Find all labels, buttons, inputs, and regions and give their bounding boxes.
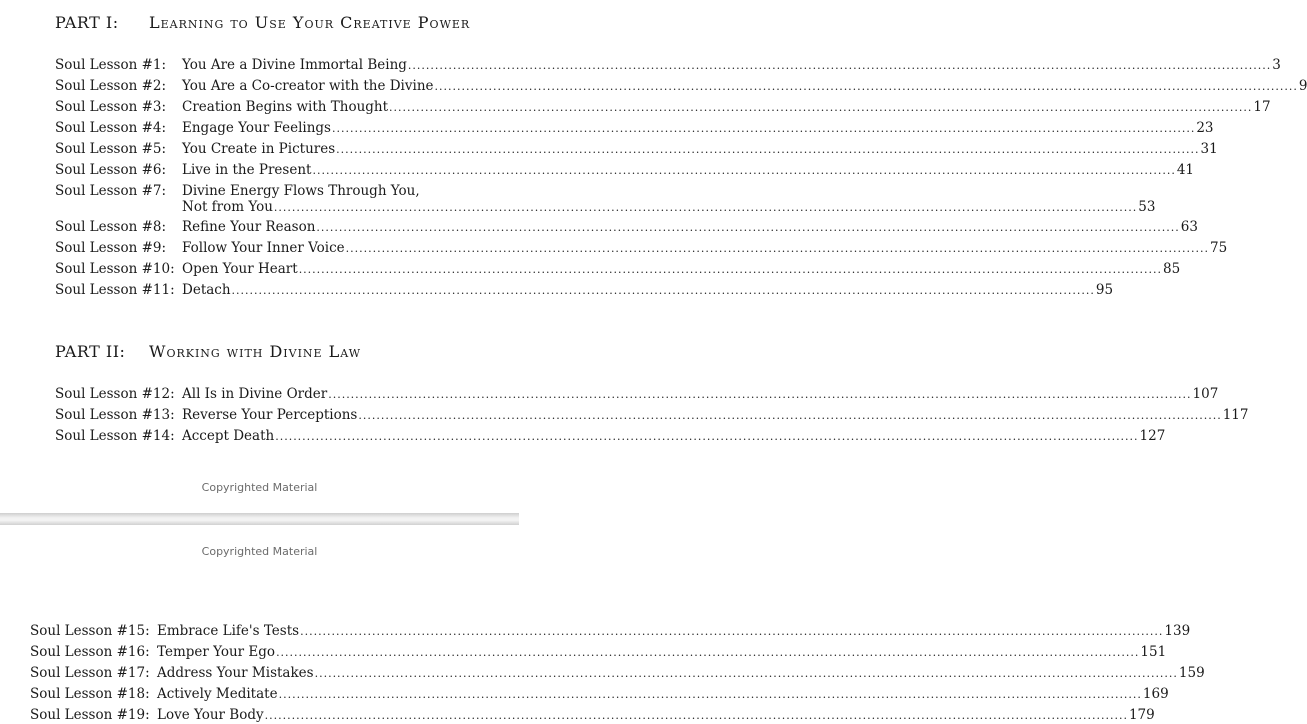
lesson-title: Refine Your Reason <box>182 219 316 235</box>
lesson-title-wrap <box>182 99 1271 116</box>
lesson-line <box>182 78 1307 95</box>
lesson-title: You Are a Divine Immortal Being <box>182 57 407 73</box>
page-number: 63 <box>1180 219 1198 235</box>
lesson-title: Divine Energy Flows Through You, <box>182 183 420 199</box>
bottom-page <box>0 525 1205 723</box>
page-number: 17 <box>1253 99 1271 115</box>
lesson-number: Soul Lesson #15: <box>30 623 150 639</box>
lesson-title: Engage Your Feelings <box>182 120 331 136</box>
lesson-line <box>182 428 1165 445</box>
lesson-number: Soul Lesson #11: <box>55 282 175 298</box>
page-number: 85 <box>1163 261 1181 277</box>
lesson-title: Live in the Present <box>182 162 312 178</box>
lesson-title-wrap <box>182 57 1281 74</box>
lesson-number: Soul Lesson #18: <box>30 686 150 702</box>
lesson-number: Soul Lesson #8: <box>55 219 167 235</box>
page-number: 159 <box>1178 665 1205 681</box>
dot-leader <box>275 429 1138 445</box>
page-number: 31 <box>1200 141 1218 157</box>
lesson-number: Soul Lesson #4: <box>55 120 167 136</box>
page-number: 9 <box>1298 78 1307 94</box>
dot-leader <box>265 708 1128 724</box>
lesson-title-wrap <box>182 261 1180 278</box>
lesson-line <box>182 99 1271 116</box>
lesson-line <box>157 665 1205 682</box>
lesson-title-wrap <box>182 428 1165 445</box>
toc-entry[interactable] <box>55 162 1194 179</box>
page-number: 41 <box>1176 162 1194 178</box>
lesson-title: Love Your Body <box>157 707 264 723</box>
toc-entry[interactable] <box>30 644 1167 661</box>
toc-entry[interactable] <box>30 707 1155 724</box>
toc-entry[interactable] <box>55 407 1249 424</box>
lesson-line <box>182 386 1218 403</box>
lesson-number: Soul Lesson #9: <box>55 240 167 256</box>
dot-leader <box>346 241 1209 257</box>
lesson-line <box>182 261 1180 278</box>
dot-leader <box>336 142 1199 158</box>
part-label: PART II: <box>55 342 126 361</box>
toc-entry[interactable] <box>55 183 1156 216</box>
lesson-number: Soul Lesson #10: <box>55 261 175 277</box>
part-heading <box>55 13 470 32</box>
lesson-title-wrap <box>182 386 1218 403</box>
part-title: Learning to Use Your Creative Power <box>149 13 471 32</box>
page-divider <box>0 513 519 525</box>
lesson-title-wrap <box>182 141 1218 158</box>
lesson-title: Follow Your Inner Voice <box>182 240 345 256</box>
dot-leader <box>300 624 1163 640</box>
lesson-title: Reverse Your Perceptions <box>182 407 358 423</box>
toc-entry[interactable] <box>55 282 1114 299</box>
toc-entry[interactable] <box>55 386 1219 403</box>
dot-leader <box>435 79 1298 95</box>
lesson-number: Soul Lesson #6: <box>55 162 167 178</box>
dot-leader <box>332 121 1195 137</box>
lesson-line <box>157 623 1190 640</box>
page-number: 139 <box>1164 623 1191 639</box>
lesson-line <box>157 644 1166 661</box>
dot-leader <box>328 387 1191 403</box>
lesson-line <box>182 141 1218 158</box>
dot-leader <box>358 408 1221 424</box>
page-number: 127 <box>1139 428 1166 444</box>
page-number: 179 <box>1128 707 1155 723</box>
dot-leader <box>312 163 1175 179</box>
lesson-title-wrap <box>182 183 1155 216</box>
lesson-title-wrap <box>157 686 1169 703</box>
dot-leader <box>232 283 1095 299</box>
toc-entry[interactable] <box>55 428 1166 445</box>
lesson-title-wrap <box>157 623 1190 640</box>
lesson-line <box>182 240 1227 257</box>
lesson-line <box>182 162 1194 179</box>
lesson-number: Soul Lesson #19: <box>30 707 150 723</box>
page-number: 53 <box>1138 199 1156 215</box>
page-number: 151 <box>1140 644 1167 660</box>
lesson-number: Soul Lesson #2: <box>55 78 167 94</box>
toc-entry[interactable] <box>30 665 1205 682</box>
lesson-number: Soul Lesson #14: <box>55 428 175 444</box>
lesson-line <box>182 282 1113 299</box>
dot-leader <box>316 220 1179 236</box>
lesson-title: Address Your Mistakes <box>157 665 314 681</box>
lesson-number: Soul Lesson #7: <box>55 183 167 199</box>
lesson-title-wrap <box>182 219 1198 236</box>
toc-entry[interactable] <box>30 686 1169 703</box>
copyright-watermark: Copyrighted Material <box>201 545 318 558</box>
lesson-title-wrap <box>182 240 1227 257</box>
lesson-line <box>157 707 1155 724</box>
lesson-title: Not from You <box>182 199 273 215</box>
lesson-number: Soul Lesson #5: <box>55 141 167 157</box>
toc-entry[interactable] <box>30 623 1191 640</box>
dot-leader <box>276 645 1139 661</box>
lesson-title: Detach <box>182 282 231 298</box>
dot-leader <box>274 200 1137 216</box>
lesson-number: Soul Lesson #3: <box>55 99 167 115</box>
toc-entry[interactable] <box>55 78 1307 95</box>
page-number: 75 <box>1209 240 1228 256</box>
lesson-line <box>157 686 1169 703</box>
lesson-title-wrap <box>182 78 1307 95</box>
lesson-title-wrap <box>182 407 1248 424</box>
lesson-number: Soul Lesson #12: <box>55 386 175 402</box>
toc-entry[interactable] <box>55 240 1228 257</box>
lesson-title-wrap <box>157 665 1205 682</box>
toc-entry[interactable] <box>55 57 1281 74</box>
page-number: 95 <box>1095 282 1114 298</box>
toc-entry[interactable] <box>55 219 1198 236</box>
lesson-title: Temper Your Ego <box>157 644 276 660</box>
lesson-title: Creation Begins with Thought <box>182 99 389 115</box>
dot-leader <box>299 262 1162 278</box>
lesson-line <box>182 57 1281 74</box>
lesson-title-wrap <box>157 644 1166 661</box>
lesson-line <box>182 120 1214 137</box>
lesson-title-wrap <box>182 282 1113 299</box>
page-number: 107 <box>1192 386 1219 402</box>
lesson-title: Open Your Heart <box>182 261 298 277</box>
lesson-title: You Create in Pictures <box>182 141 336 157</box>
page-number: 169 <box>1142 686 1169 702</box>
part-heading <box>55 342 361 361</box>
lesson-title: Accept Death <box>182 428 275 444</box>
dot-leader <box>315 666 1178 682</box>
toc-entry[interactable] <box>55 141 1218 158</box>
lesson-line <box>182 199 1155 216</box>
lesson-title-wrap <box>157 707 1155 724</box>
part-label: PART I: <box>55 13 119 32</box>
lesson-line <box>182 407 1248 424</box>
toc-entry[interactable] <box>55 99 1271 116</box>
lesson-number: Soul Lesson #13: <box>55 407 175 423</box>
lesson-title-wrap <box>182 162 1194 179</box>
dot-leader <box>279 687 1142 703</box>
copyright-watermark: Copyrighted Material <box>201 481 318 494</box>
lesson-title: Actively Meditate <box>157 686 278 702</box>
lesson-number: Soul Lesson #16: <box>30 644 150 660</box>
lesson-title-wrap <box>182 120 1214 137</box>
lesson-title: Embrace Life's Tests <box>157 623 300 639</box>
lesson-number: Soul Lesson #17: <box>30 665 150 681</box>
dot-leader <box>389 100 1252 116</box>
lesson-title: All Is in Divine Order <box>182 386 328 402</box>
dot-leader <box>408 58 1271 74</box>
page-number: 117 <box>1222 407 1249 423</box>
part-title: Working with Divine Law <box>149 342 362 361</box>
page-number: 23 <box>1196 120 1214 136</box>
lesson-number: Soul Lesson #1: <box>55 57 167 73</box>
page-number: 3 <box>1272 57 1281 73</box>
toc-entry[interactable] <box>55 120 1214 137</box>
lesson-title: You Are a Co-creator with the Divine <box>182 78 434 94</box>
lesson-line <box>182 219 1198 236</box>
toc-entry[interactable] <box>55 261 1181 278</box>
